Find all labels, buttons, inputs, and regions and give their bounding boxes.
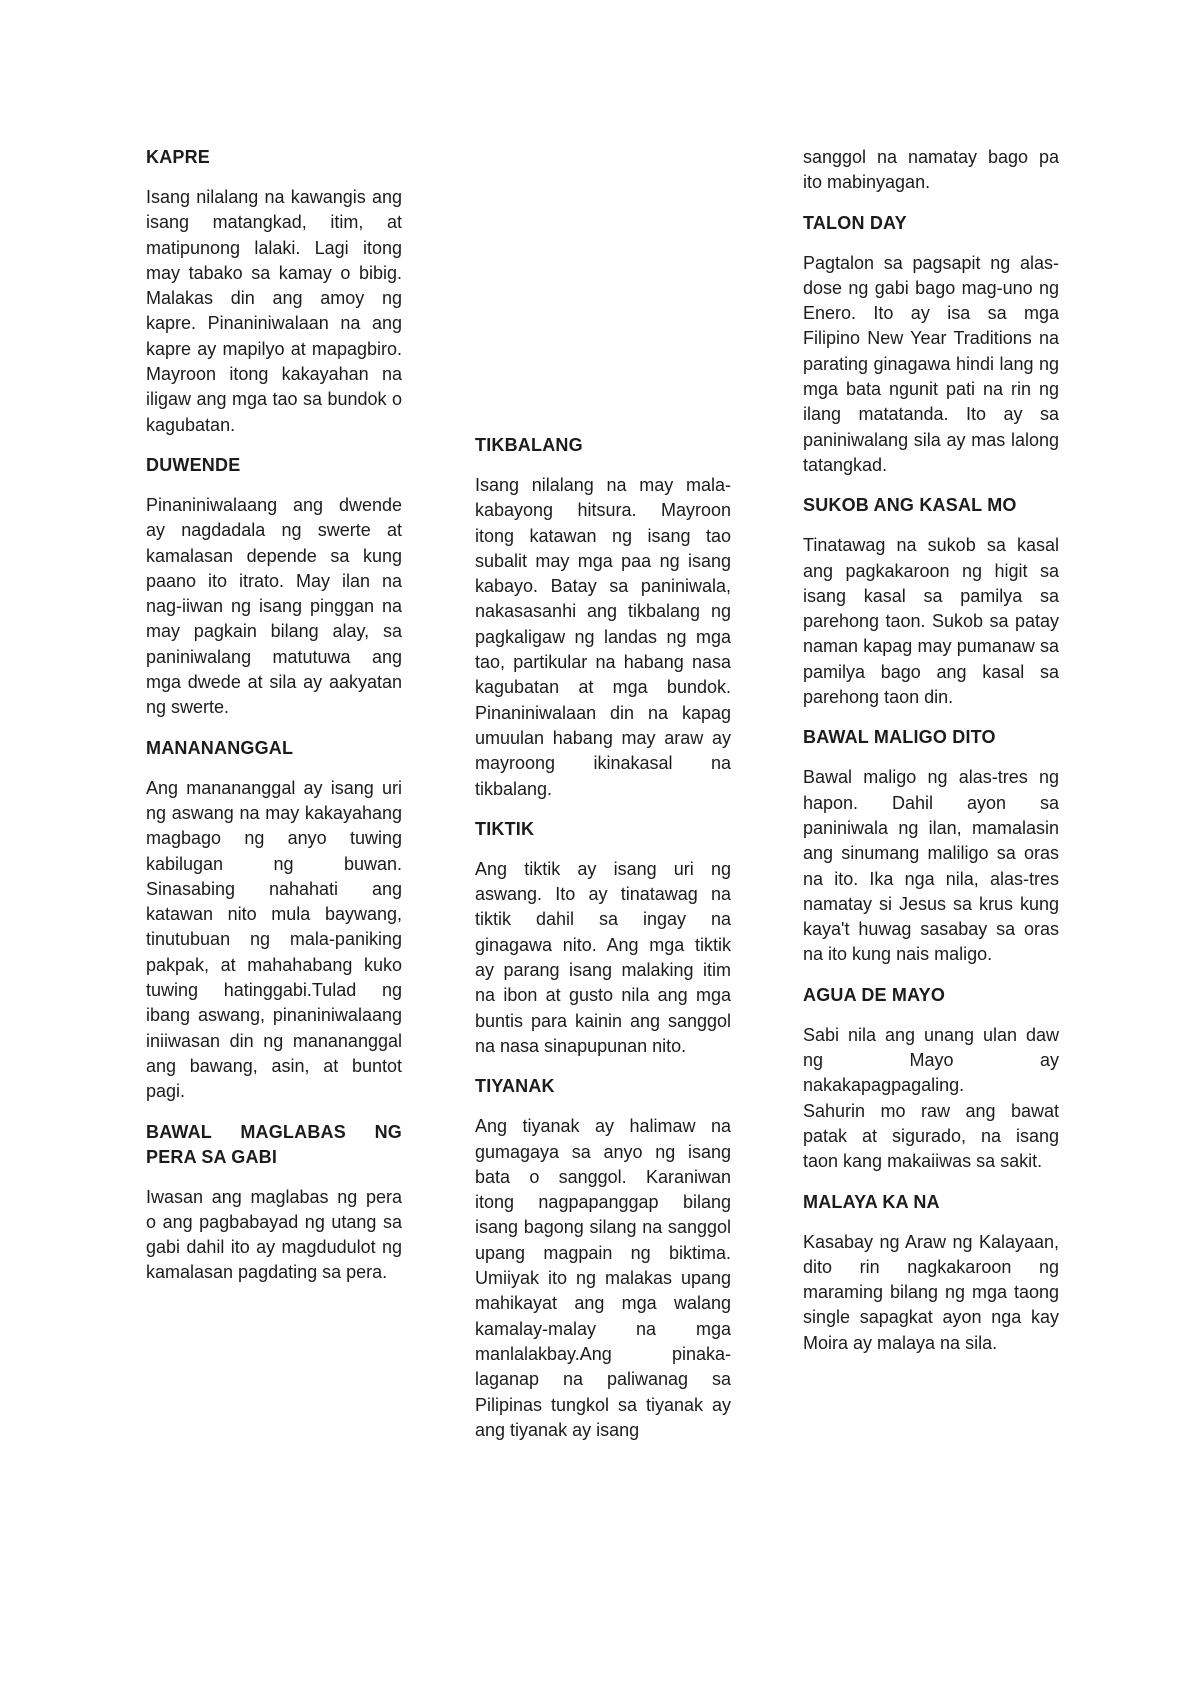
section-paragraph: Iwasan ang maglabas ng pera o ang pagbabayad ng utang sa gabi dahil ito ay magdudulot ng kamalasan pagdating sa pera. <box>146 1186 402 1283</box>
section-heading: SUKOB ANG KASAL MO <box>803 495 1017 516</box>
column-2 <box>475 433 731 1458</box>
section-paragraph: Bawal maligo ng alas-tres ng hapon. Dahil ayon sa paniniwala ng ilan, mamalasin ang sinumang maliligo sa oras na ito. Ika nga nila, alas-tres namatay si Jesus sa krus kung kaya't huwag sasabay sa oras na ito kung nais maligo. <box>803 767 1059 965</box>
section-heading: BAWAL MAGLABAS NG PERA SA GABI <box>146 1121 402 1167</box>
section-heading: AGUA DE MAYO <box>803 984 946 1005</box>
section-malaya-ka-na <box>803 1190 1059 1356</box>
section-paragraph: Sahurin mo raw ang bawat patak at sigurado, na isang taon kang makaiiwas sa sakit. <box>803 1100 1059 1172</box>
section-paragraph: sanggol na namatay bago pa ito mabinyagan. <box>803 147 1059 193</box>
section-talon-day <box>803 211 1059 479</box>
section-sukob-ang-kasal-mo <box>803 493 1059 710</box>
section-agua-de-mayo <box>803 983 1059 1175</box>
section-paragraph: Pagtalon sa pagsapit ng alas-dose ng gabi bago mag-uno ng Enero. Ito ay isa sa mga Filipino New Year Traditions na parating ginagawa hindi lang ng mga bata ngunit pati na rin ng ilang matatanda. Ito ay sa paniniwalang sila ay mas lalong tatangkad. <box>803 252 1059 475</box>
section-heading: BAWAL MALIGO DITO <box>803 727 996 748</box>
section-paragraph: Isang nilalang na kawangis ang isang matangkad, itim, at matipunong lalaki. Lagi itong may tabako sa kamay o bibig. Malakas din ang amoy ng kapre. Pinaniniwalaan na ang kapre ay mapilyo at mapagbiro. Mayroon itong kakayahan na iligaw ang mga tao sa bundok o kagubatan. <box>146 187 402 435</box>
section-paragraph: Ang tiktik ay isang uri ng aswang. Ito ay tinatawag na tiktik dahil sa ingay na ginagawa nito. Ang mga tiktik ay parang isang malaking itim na ibon at gusto nila ang mga buntis para kainin ang sanggol na nasa sinapupunan nito. <box>475 858 731 1056</box>
section-kapre <box>146 145 402 438</box>
section-tiyanak-continued <box>803 145 1059 196</box>
section-heading: TALON DAY <box>803 212 907 233</box>
column-3 <box>803 145 1059 1371</box>
section-heading: KAPRE <box>146 147 211 167</box>
section-heading: TIKTIK <box>475 818 535 839</box>
section-tikbalang <box>475 433 731 802</box>
section-paragraph: Tinatawag na sukob sa kasal ang pagkakaroon ng higit sa isang kasal sa pamilya sa parehong taon. Sukob sa patay naman kapag may pumanaw sa pamilya bago ang kasal sa parehong taon din. <box>803 535 1059 708</box>
section-paragraph: Ang tiyanak ay halimaw na gumagaya sa anyo ng isang bata o sanggol. Karaniwan itong nagpapanggap bilang isang bagong silang na sanggol upang magpain ng biktima. Umiiyak ito ng malakas upang mahikayat ang mga walang kamalay-malay na mga manlalakbay.Ang pinaka-laganap na paliwanag sa Pilipinas tungkol sa tiyanak ay ang tiyanak ay isang <box>475 1116 731 1440</box>
section-bawal-maligo-dito <box>803 725 1059 967</box>
section-bawal-maglabas-ng-pera <box>146 1120 402 1286</box>
section-tiktik <box>475 817 731 1059</box>
section-heading: MALAYA KA NA <box>803 1191 940 1212</box>
section-heading: TIYANAK <box>475 1076 555 1097</box>
section-tiyanak <box>475 1074 731 1443</box>
section-paragraph: Sabi nila ang unang ulan daw ng Mayo ay nakakapagpagaling. <box>803 1024 1059 1096</box>
section-heading: DUWENDE <box>146 454 241 475</box>
section-paragraph: Pinaniniwalaang ang dwende ay nagdadala ng swerte at kamalasan depende sa kung paano ito itrato. May ilan na nag-iiwan ng isang pinggan na may pagkain bilang alay, sa paniniwalang matutuwa ang mga dwede at sila ay aakyatan ng swerte. <box>146 494 402 718</box>
section-paragraph: Isang nilalang na may mala-kabayong hitsura. Mayroon itong katawan ng isang tao subalit may mga paa ng isang kabayo. Batay sa paniniwala, nakasasanhi ang tikbalang ng pagkaligaw ng landas ng mga tao, partikular na habang nasa kagubatan at mga bundok. Pinaniniwalaan din na kapag umuulan habang may araw ay mayroong ikinakasal na tikbalang. <box>475 475 731 799</box>
column-1 <box>146 145 402 1301</box>
section-heading: TIKBALANG <box>475 435 583 455</box>
section-heading: MANANANGGAL <box>146 737 294 758</box>
section-duwende <box>146 453 402 721</box>
section-paragraph: Kasabay ng Araw ng Kalayaan, dito rin nagkakaroon ng maraming bilang ng mga taong single sapagkat ayon nga kay Moira ay malaya na sila. <box>803 1231 1059 1353</box>
section-paragraph: Ang manananggal ay isang uri ng aswang na may kakayahang magbago ng anyo tuwing kabilugan ng buwan. Sinasabing nahahati ang katawan nito mula baywang, tinutubuan ng mala-paniking pakpak, at mahahabang kuko tuwing hatinggabi.Tulad ng ibang aswang, pinaniniwalaang iniiwasan din ng manananggal ang bawang, asin, at buntot pagi. <box>146 777 402 1102</box>
section-manananggal <box>146 736 402 1105</box>
